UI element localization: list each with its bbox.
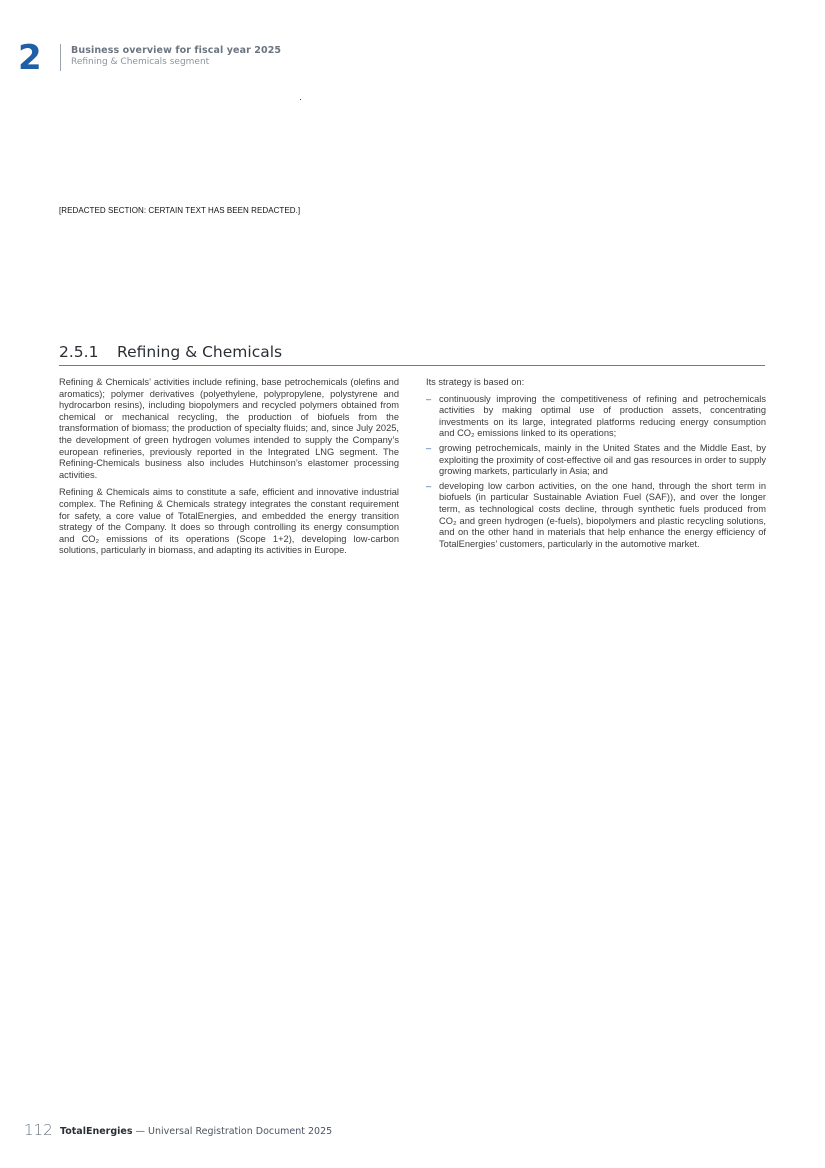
- dash-bullet: –: [426, 480, 432, 491]
- list-item: [426, 394, 766, 440]
- chapter-number: 2: [18, 38, 42, 78]
- stray-dot: [300, 99, 301, 100]
- section-heading: [59, 343, 765, 366]
- redacted-notice: [REDACTED SECTION: CERTAIN TEXT HAS BEEN REDACTED.]: [59, 206, 301, 215]
- list-item: [426, 481, 766, 551]
- paragraph: Refining & Chemicals aims to constitute a safe, efficient and innovative industrial complex. The Refining & Chemicals strategy integrates the constant requirement for safety, a core value of TotalEnergies, and embedded the energy transition strategy of the Company. It does so through controlling its energy consumption and CO₂ emissions of its operations (Scope 1+2), developing low-carbon solutions, particularly in biomass, and adapting its activities in Europe.: [59, 487, 399, 556]
- paragraph: Refining & Chemicals’ activities include refining, base petrochemicals (olefins and aromatics); polymer derivatives (polyethylene, polypropylene, polystyrene and hydrocarbon resins), including biopolymers and recycled polymers obtained from chemical or mechanical recycling, the production of biofuels from the transformation of biomass; the production of specialty fluids; and, since July 2025, the development of green hydrogen volumes intended to supply the Company’s european refineries, previously reported in the Integrated LNG segment. The Refining-Chemicals business also includes Hutchinson’s elastomer processing activities.: [59, 377, 399, 480]
- header-divider: [60, 44, 61, 71]
- footer-document: — Universal Registration Document 2025: [132, 1126, 333, 1137]
- list-item: [426, 443, 766, 478]
- dash-bullet: –: [426, 442, 432, 453]
- strategy-list: [426, 394, 766, 551]
- footer-text: [60, 1126, 332, 1137]
- list-item-text: developing low carbon activities, on the one hand, through the short term in biofuels (in particular Sustainable Aviation Fuel (SAF)), and over the longer term, as technological costs decline, through synthetic fuels produced from CO₂ and green hydrogen (e-fuels), biopolymers and plastic recycling solutions, and on the other hand in materials that help enhance the energy efficiency of TotalEnergies’ customers, particularly in the automotive market.: [439, 480, 766, 549]
- dash-bullet: –: [426, 393, 432, 404]
- footer-brand: TotalEnergies: [60, 1126, 133, 1137]
- list-item-text: growing petrochemicals, mainly in the United States and the Middle East, by exploiting the proximity of cost-effective oil and gas resources in order to supply growing markets, particularly in Asia; and: [439, 442, 766, 477]
- page-number: 112: [24, 1121, 53, 1139]
- right-column: [426, 377, 766, 553]
- strategy-intro: Its strategy is based on:: [426, 377, 525, 387]
- list-item-text: continuously improving the competitiveness of refining and petrochemicals activities by making optimal use of production assets, concentrating investments on its large, integrated platforms reducing energy consumption and CO₂ emissions linked to its operations;: [439, 393, 766, 439]
- header-title: Business overview for fiscal year 2025: [71, 45, 282, 56]
- section-title: Refining & Chemicals: [117, 343, 283, 361]
- header-subtitle: Refining & Chemicals segment: [71, 57, 210, 67]
- section-number: 2.5.1: [59, 343, 99, 361]
- left-column: [59, 377, 399, 563]
